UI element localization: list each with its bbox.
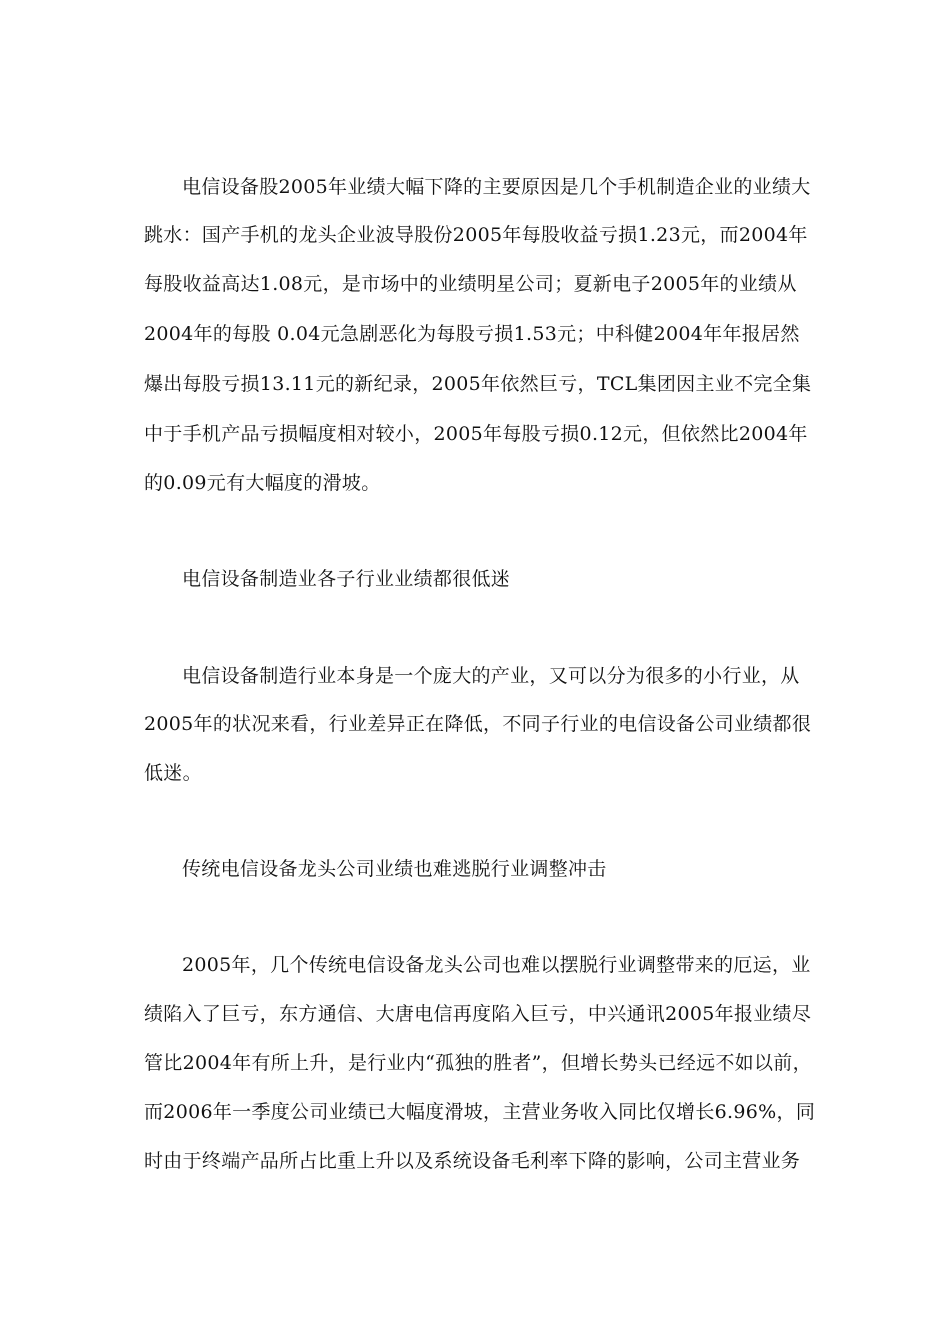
paragraph-2-line-3: 低迷。	[144, 762, 202, 784]
section-heading-1: 电信设备制造业各子行业业绩都很低迷	[182, 568, 511, 590]
paragraph-2-line-1: 电信设备制造行业本身是一个庞大的产业，又可以分为很多的小行业，从	[182, 665, 800, 687]
paragraph-1-line-7: 的0.09元有大幅度的滑坡。	[144, 472, 381, 494]
paragraph-1-line-3: 每股收益高达1.08元，是市场中的业绩明星公司；夏新电子2005年的业绩从	[144, 273, 797, 295]
paragraph-3-line-3: 管比2004年有所上升，是行业内“孤独的胜者”，但增长势头已经远不如以前，	[144, 1052, 812, 1074]
paragraph-1-line-5: 爆出每股亏损13.11元的新纪录，2005年依然巨亏，TCL集团因主业不完全集	[144, 373, 812, 395]
paragraph-1-line-1: 电信设备股2005年业绩大幅下降的主要原因是几个手机制造企业的业绩大	[182, 176, 811, 198]
paragraph-3-line-4: 而2006年一季度公司业绩已大幅度滑坡，主营业务收入同比仅增长6.96%，同	[144, 1101, 816, 1123]
paragraph-3-line-2: 绩陷入了巨亏，东方通信、大唐电信再度陷入巨亏，中兴通讯2005年报业绩尽	[144, 1003, 812, 1025]
paragraph-3-line-5: 时由于终端产品所占比重上升以及系统设备毛利率下降的影响，公司主营业务	[144, 1150, 801, 1172]
section-heading-2: 传统电信设备龙头公司业绩也难逃脱行业调整冲击	[182, 858, 607, 880]
paragraph-1-line-4: 2004年的每股 0.04元急剧恶化为每股亏损1.53元；中科健2004年年报居然	[144, 323, 800, 345]
paragraph-1-line-6: 中于手机产品亏损幅度相对较小，2005年每股亏损0.12元，但依然比2004年	[144, 423, 808, 445]
paragraph-1-line-2: 跳水：国产手机的龙头企业波导股份2005年每股收益亏损1.23元，而2004年	[144, 224, 808, 246]
paragraph-2-line-2: 2005年的状况来看，行业差异正在降低，不同子行业的电信设备公司业绩都很	[144, 713, 812, 735]
paragraph-3-line-1: 2005年，几个传统电信设备龙头公司也难以摆脱行业调整带来的厄运，业	[182, 954, 811, 976]
